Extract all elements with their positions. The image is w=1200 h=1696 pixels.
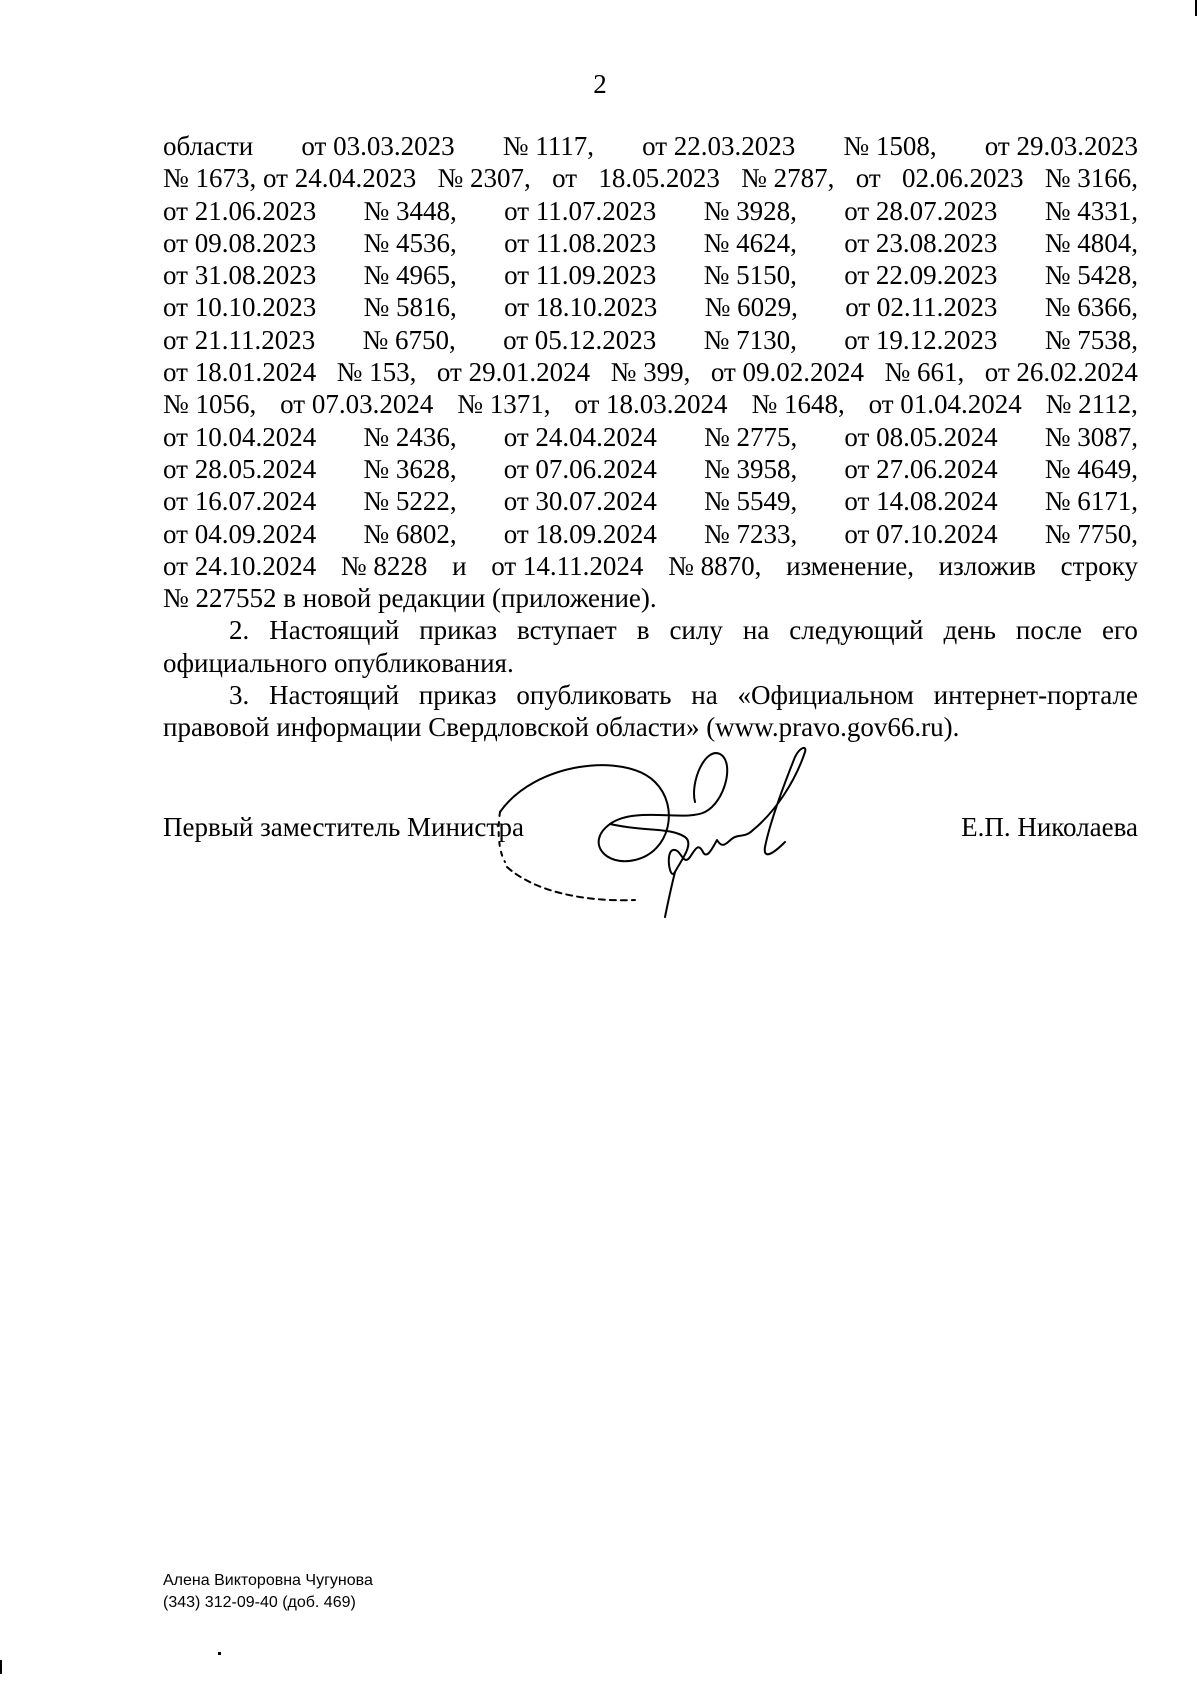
contact-info — [163, 1570, 373, 1614]
paragraph-word: силу — [669, 615, 723, 646]
amendment-row — [163, 388, 1138, 420]
amendment-row — [163, 227, 1138, 259]
amendment-token: от 18.10.2023 — [504, 292, 658, 323]
amendment-token: от 04.09.2024 — [163, 518, 317, 549]
paragraph-entry-into-force-line-2: официального опубликования. — [163, 647, 514, 678]
amendment-token: № 1673, от 24.04.2023 — [163, 163, 417, 194]
amendment-token: № 4804, — [1044, 227, 1138, 258]
amendment-token: № 5150, — [703, 260, 797, 291]
paragraph-word: вступает — [516, 615, 617, 646]
amendment-token: от 08.05.2024 — [844, 421, 998, 452]
amendment-row — [163, 550, 1138, 582]
amendment-token: изложив — [938, 550, 1036, 581]
paragraph-word: на — [691, 680, 718, 711]
paragraph-amendments-last-line: № 227552 в новой редакции (приложение). — [163, 583, 657, 614]
amendment-row — [163, 130, 1138, 162]
amendment-token: № 399, — [610, 357, 691, 388]
page-number: 2 — [593, 69, 607, 99]
amendment-token: от 11.09.2023 — [504, 260, 657, 291]
amendment-token: № 6802, — [363, 518, 457, 549]
paragraph-word: его — [1101, 615, 1138, 646]
amendment-token: от 09.08.2023 — [163, 227, 317, 258]
amendment-token: от 22.03.2023 — [642, 131, 796, 161]
paragraph-word: приказ — [418, 680, 497, 711]
amendment-token: № 5428, — [1044, 260, 1138, 291]
amendment-token: № 4536, — [363, 227, 457, 258]
amendment-token: № 6171, — [1044, 486, 1138, 517]
paragraph-publication-line-1 — [163, 679, 1138, 711]
amendment-token: № 2436, — [363, 421, 457, 452]
amendment-token: от 31.08.2023 — [163, 260, 317, 291]
amendment-token: от 07.10.2024 — [844, 518, 998, 549]
amendment-token: № 3166, — [1044, 163, 1138, 194]
amendment-row — [163, 485, 1138, 517]
amendment-token: № 6029, — [704, 292, 798, 323]
amendment-token: № 2787, — [741, 163, 835, 194]
amendment-token: № 1648, — [751, 389, 845, 420]
amendment-token: № 5549, — [704, 486, 798, 517]
amendment-token: от 23.08.2023 — [844, 227, 998, 258]
amendment-token: № 6750, — [362, 324, 456, 355]
amendment-token: № 5222, — [363, 486, 457, 517]
amendment-token: и — [452, 550, 467, 581]
amendment-token: № 7233, — [704, 518, 798, 549]
amendment-token: от 16.07.2024 — [163, 486, 317, 517]
amendment-token: от 11.08.2023 — [504, 227, 657, 258]
paragraph-word: опубликовать — [516, 680, 672, 711]
amendment-token: от 03.03.2023 — [301, 131, 455, 161]
signer-name: Е.П. Николаева — [961, 812, 1138, 842]
amendment-token: от 07.06.2024 — [503, 453, 657, 484]
amendment-token: от 14.11.2024 — [491, 550, 644, 581]
paragraph-word: интернет-портале — [933, 680, 1138, 711]
paragraph-word: Настоящий — [269, 615, 400, 646]
amendment-token: от 24.10.2024 — [163, 550, 317, 581]
contact-phone: (343) 312-09-40 (доб. 469) — [163, 1594, 356, 1611]
paragraph-word: после — [1015, 615, 1082, 646]
amendment-token: области — [163, 131, 254, 161]
amendment-row — [163, 356, 1138, 388]
amendment-token: № 2307, — [437, 163, 531, 194]
signature-block — [163, 811, 1138, 843]
paragraph-word: 2. — [229, 615, 250, 646]
amendment-row — [163, 324, 1138, 356]
amendment-token: № 2775, — [704, 421, 798, 452]
amendment-token: от 30.07.2024 — [503, 486, 657, 517]
amendment-token: № 1117, — [502, 131, 594, 161]
amendment-token: от — [552, 163, 578, 194]
amendment-row — [163, 421, 1138, 453]
amendment-row — [163, 195, 1138, 227]
amendment-token: № 4649, — [1044, 453, 1138, 484]
amendment-token: № 153, — [336, 357, 417, 388]
paragraph-word: на — [742, 615, 770, 646]
amendment-token: № 5816, — [363, 292, 457, 323]
amendment-token: от 28.05.2024 — [163, 453, 317, 484]
amendment-token: от 10.10.2023 — [163, 292, 317, 323]
paragraph-entry-into-force-line-1 — [163, 614, 1138, 646]
amendment-token: № 3087, — [1044, 421, 1138, 452]
paragraph-word: Настоящий — [269, 680, 400, 711]
amendment-token: от 18.03.2024 — [574, 389, 728, 420]
paragraph-word: день — [943, 615, 996, 646]
amendment-token: от 26.02.2024 — [984, 357, 1138, 388]
amendment-token: № 3628, — [363, 453, 457, 484]
amendment-token: № 1056, — [163, 389, 257, 420]
amendment-token: от 24.04.2024 — [503, 421, 657, 452]
amendment-token: от 21.11.2023 — [163, 324, 316, 355]
amendment-token: от 01.04.2024 — [868, 389, 1022, 420]
amendment-token: № 7750, — [1044, 518, 1138, 549]
amendment-token: № 7538, — [1044, 324, 1138, 355]
amendment-token: № 4624, — [703, 227, 797, 258]
amendment-token: № 6366, — [1044, 292, 1138, 323]
signer-position: Первый заместитель Министра — [163, 812, 524, 842]
amendment-token: № 8870, — [668, 550, 762, 581]
amendment-row — [163, 162, 1138, 194]
amendment-row — [163, 291, 1138, 323]
amendment-token: № 4331, — [1044, 195, 1138, 226]
amendment-token: 18.05.2023 — [598, 163, 720, 194]
amendment-token: от 22.09.2023 — [844, 260, 998, 291]
amendment-token: от 05.12.2023 — [503, 324, 657, 355]
amendment-token: № 1371, — [457, 389, 551, 420]
scan-speck — [218, 1652, 221, 1655]
amendment-token: № 3928, — [703, 195, 797, 226]
amendment-token: от 07.03.2024 — [280, 389, 434, 420]
amendment-token: от 19.12.2023 — [844, 324, 998, 355]
amendment-token: от 11.07.2023 — [504, 195, 657, 226]
amendment-token: № 1508, — [843, 131, 937, 161]
amendment-token: № 3958, — [704, 453, 798, 484]
amendment-token: от 29.03.2023 — [984, 131, 1138, 161]
paragraph-word: приказ — [419, 615, 497, 646]
amendment-token: от 18.09.2024 — [503, 518, 657, 549]
amendment-token: от 09.02.2024 — [710, 357, 865, 388]
amendment-token: № 661, — [884, 357, 965, 388]
amendment-token: № 2112, — [1045, 389, 1138, 420]
amendment-token: от 28.07.2023 — [844, 195, 998, 226]
paragraph-word: 3. — [229, 680, 250, 711]
amendment-token: от 18.01.2024 — [163, 357, 317, 388]
amendment-token: изменение, — [786, 550, 914, 581]
amendment-token: от 27.06.2024 — [844, 453, 998, 484]
amendment-row — [163, 518, 1138, 550]
amendment-token: от 02.11.2023 — [845, 292, 998, 323]
amendment-row — [163, 259, 1138, 291]
amendment-token: от — [855, 163, 881, 194]
paragraph-word: «Официальном — [737, 680, 914, 711]
amendment-token: от 21.06.2023 — [163, 195, 317, 226]
amendment-token: от 10.04.2024 — [163, 421, 317, 452]
amendment-row — [163, 453, 1138, 485]
paragraph-publication-line-2: правовой информации Свердловской области» (www.pravo.gov66.ru). — [163, 712, 960, 743]
amendment-token: № 7130, — [703, 324, 797, 355]
scan-edge-mark — [1195, 0, 1197, 16]
amendment-token: № 4965, — [363, 260, 457, 291]
document-body — [163, 130, 1138, 744]
paragraph-amendments-list — [163, 130, 1138, 582]
amendment-token: 02.06.2023 — [901, 163, 1024, 194]
paragraph-word: в — [636, 615, 650, 646]
paragraph-word: следующий — [789, 615, 924, 646]
amendment-token: № 3448, — [363, 195, 457, 226]
amendment-token: строку — [1060, 550, 1138, 581]
amendment-token: от 14.08.2024 — [844, 486, 998, 517]
contact-name: Алена Викторовна Чугунова — [163, 1572, 373, 1589]
scan-edge-mark — [0, 1660, 2, 1674]
amendment-token: № 8228 — [340, 550, 428, 581]
amendment-token: от 29.01.2024 — [436, 357, 591, 388]
